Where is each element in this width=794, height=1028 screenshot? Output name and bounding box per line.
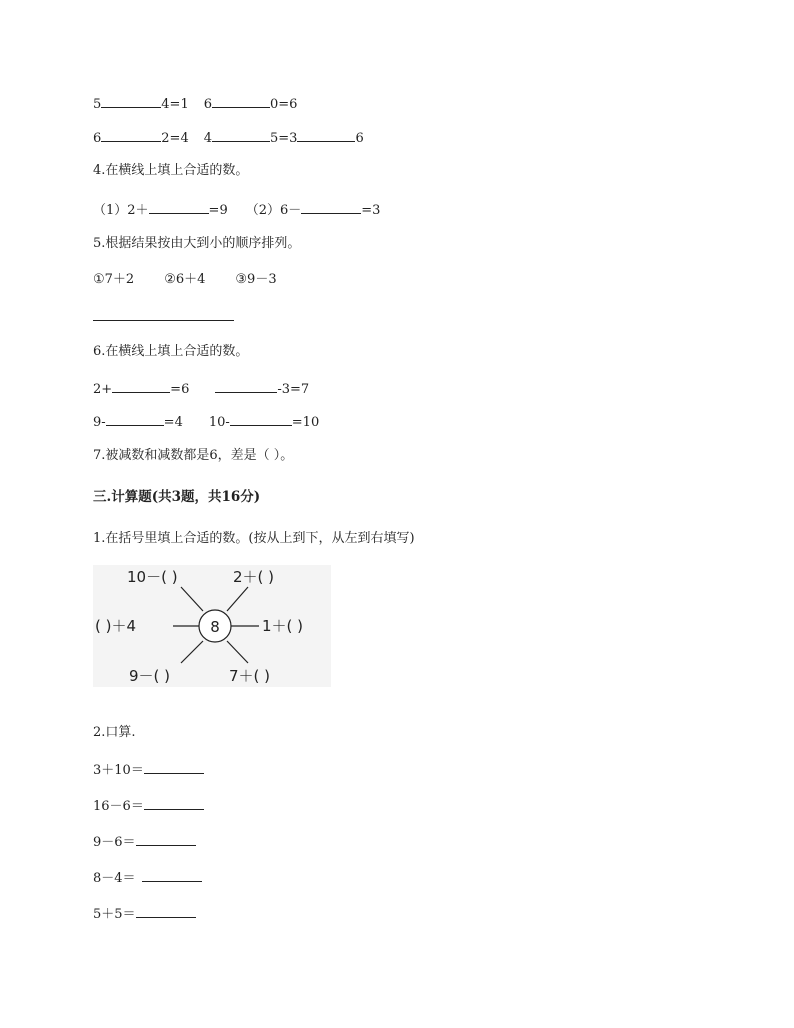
answer-blank[interactable]	[142, 868, 202, 882]
mid-left-expression[interactable]: ( )＋4	[95, 617, 137, 635]
calc-1-title: 1.在括号里填上合适的数。(按从上到下，从左到右填写)	[93, 531, 415, 546]
answer-blank[interactable]	[106, 412, 164, 426]
row2-num-a: 6	[93, 131, 102, 146]
bottom-left-expression[interactable]: 9－( )	[129, 667, 171, 685]
answer-blank[interactable]	[101, 94, 161, 108]
section-3-heading: 三.计算题(共3题，共16分)	[93, 489, 261, 505]
question-5-items	[93, 271, 277, 289]
row1-num-d: 0=6	[270, 97, 298, 112]
answer-blank[interactable]	[136, 832, 196, 846]
row2-num-c: 4	[203, 131, 212, 146]
mental-math-item	[93, 796, 204, 816]
q6-r2a-suffix: =4	[163, 415, 183, 430]
q5-item-1: ①7＋2	[93, 272, 135, 287]
q6-r2a-prefix: 9-	[93, 415, 106, 430]
q6-r1b-suffix: -3=7	[277, 382, 310, 397]
spoke-top-right	[227, 587, 248, 611]
question-6-row-1	[93, 379, 309, 399]
q6-r2b-suffix: =10	[291, 415, 320, 430]
question-6-row-2	[93, 412, 319, 432]
q6-r1a-suffix: =6	[170, 382, 190, 397]
mental-math-expression: 9－6＝	[93, 835, 136, 850]
mental-math-item	[93, 904, 196, 924]
answer-blank[interactable]	[101, 128, 161, 142]
top-left-expression[interactable]: 10－( )	[127, 568, 178, 586]
answer-blank[interactable]	[112, 379, 170, 393]
mid-right-expression[interactable]: 1＋( )	[262, 617, 304, 635]
answer-blank[interactable]	[144, 760, 204, 774]
question-6-title: 6.在横线上填上合适的数。	[93, 344, 249, 359]
row2-num-b: 2=4	[161, 131, 189, 146]
q4-part1-prefix: （1）2＋	[93, 203, 149, 218]
mental-math-expression: 5＋5＝	[93, 907, 136, 922]
mental-math-item	[93, 832, 196, 852]
radial-diagram-svg	[93, 565, 331, 687]
mental-math-expression: 16－6＝	[93, 799, 144, 814]
fill-row-1	[93, 94, 297, 114]
mental-math-item	[93, 760, 204, 780]
spoke-top-left	[181, 587, 203, 611]
row1-num-a: 5	[93, 97, 102, 112]
spoke-bottom-left	[181, 641, 203, 663]
mental-math-expression: 3＋10＝	[93, 763, 144, 778]
row2-num-e: 6	[355, 131, 364, 146]
q6-r2b-prefix: 10-	[208, 415, 230, 430]
answer-blank[interactable]	[215, 379, 277, 393]
mental-math-expression: 8－4＝	[93, 871, 136, 886]
question-4-title: 4.在横线上填上合适的数。	[93, 163, 249, 178]
question-7: 7.被减数和减数都是6，差是（ ）。	[93, 448, 294, 463]
answer-blank[interactable]	[136, 904, 196, 918]
answer-blank[interactable]	[230, 412, 292, 426]
top-right-expression[interactable]: 2＋( )	[233, 568, 275, 586]
calc-2-title: 2.口算.	[93, 725, 136, 740]
row1-num-b: 4=1	[161, 97, 189, 112]
radial-diagram	[93, 565, 331, 687]
q5-item-3: ③9－3	[235, 272, 277, 287]
q5-answer-line[interactable]	[93, 320, 234, 321]
q4-part2-suffix: =3	[361, 203, 381, 218]
row2-num-d: 5=3	[270, 131, 298, 146]
answer-blank[interactable]	[144, 796, 204, 810]
question-5-title: 5.根据结果按由大到小的顺序排列。	[93, 236, 301, 251]
spoke-bottom-right	[227, 641, 248, 663]
fill-row-2	[93, 128, 364, 148]
bottom-right-expression[interactable]: 7＋( )	[229, 667, 271, 685]
answer-blank[interactable]	[297, 128, 355, 142]
answer-blank[interactable]	[212, 94, 270, 108]
q6-r1a-prefix: 2+	[93, 382, 113, 397]
question-4-row	[93, 200, 380, 220]
q4-part1-suffix: =9	[208, 203, 228, 218]
answer-blank[interactable]	[212, 128, 270, 142]
row1-num-c: 6	[203, 97, 212, 112]
center-number: 8	[210, 618, 220, 636]
answer-blank[interactable]	[301, 200, 361, 214]
mental-math-item	[93, 868, 202, 888]
q5-item-2: ②6＋4	[164, 272, 206, 287]
q4-part2-prefix: （2）6－	[245, 203, 302, 218]
answer-blank[interactable]	[149, 200, 209, 214]
